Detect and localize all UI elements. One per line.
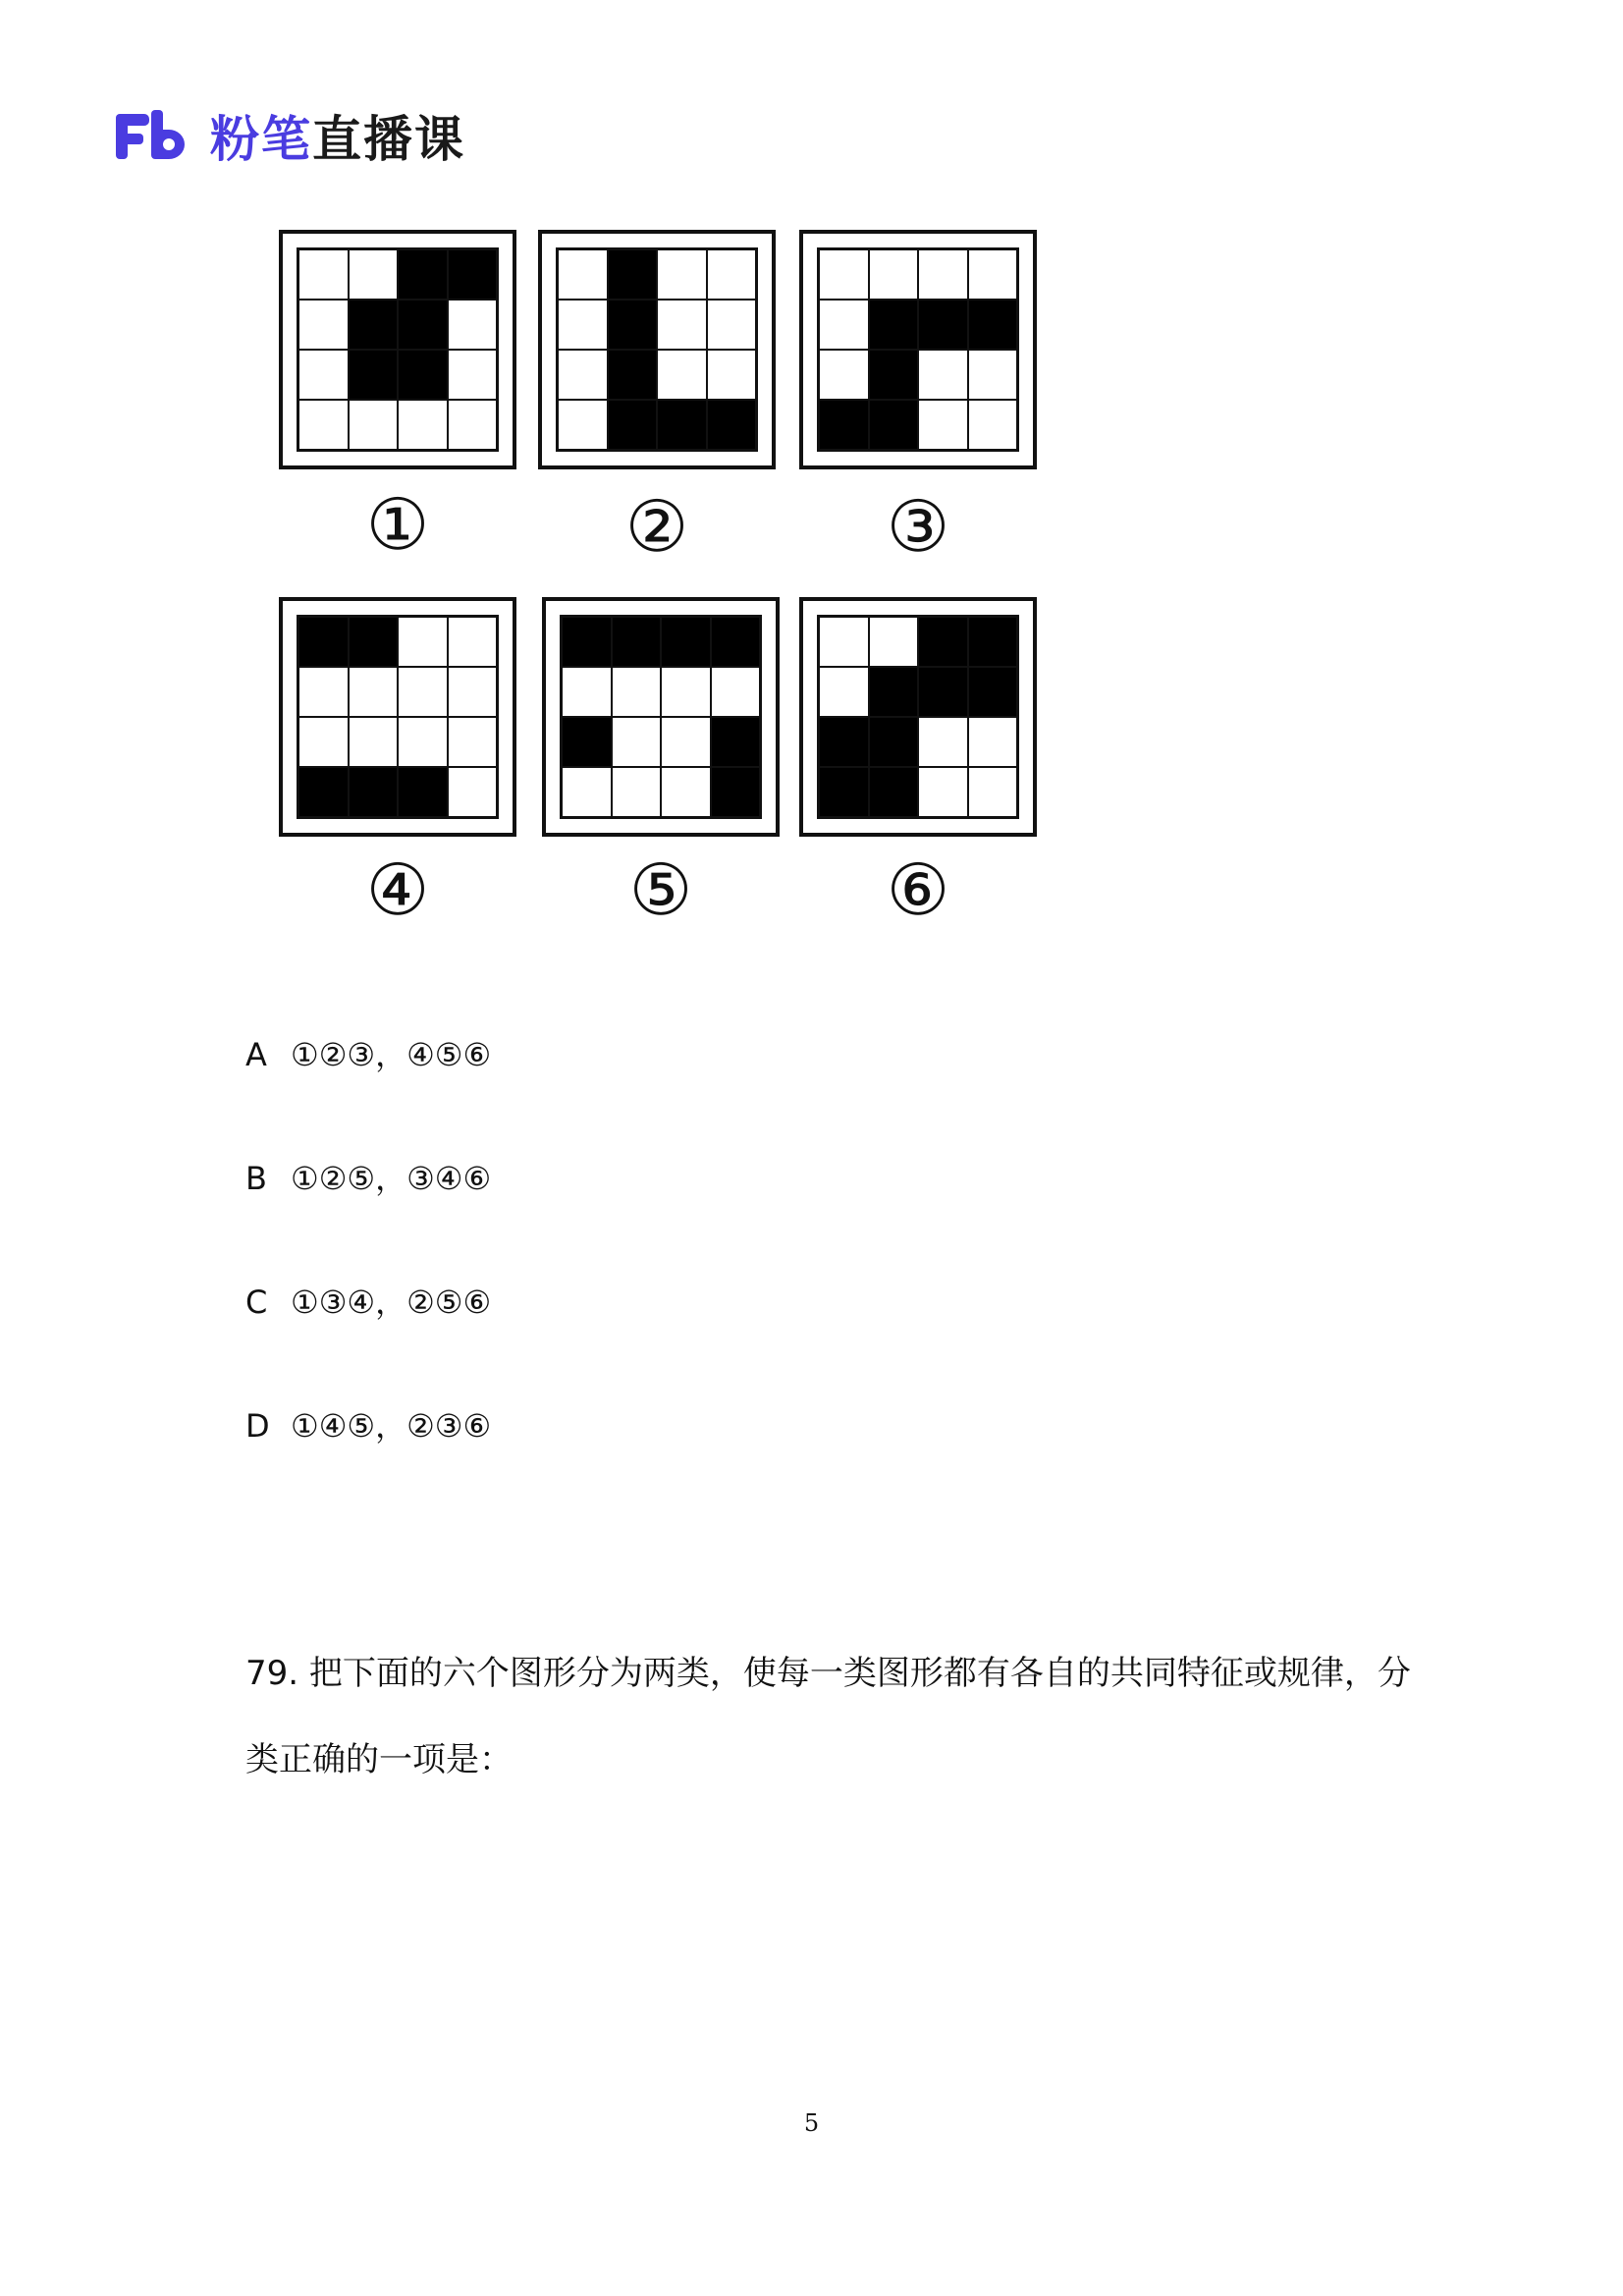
option-d[interactable]	[245, 1406, 491, 1446]
filled-cell	[298, 767, 349, 817]
empty-cell	[398, 617, 448, 667]
filled-cell	[968, 617, 1018, 667]
empty-cell	[562, 667, 612, 717]
figure-panel-2	[538, 230, 776, 469]
empty-cell	[661, 767, 711, 817]
empty-cell	[349, 400, 399, 450]
empty-cell	[612, 667, 662, 717]
empty-cell	[707, 300, 757, 350]
empty-cell	[819, 300, 869, 350]
empty-cell	[398, 400, 448, 450]
filled-cell	[657, 400, 707, 450]
filled-cell	[819, 400, 869, 450]
filled-cell	[869, 300, 919, 350]
option-b[interactable]	[245, 1159, 491, 1198]
figure-panel-5	[542, 597, 780, 837]
empty-cell	[661, 717, 711, 767]
empty-cell	[918, 400, 968, 450]
filled-cell	[298, 617, 349, 667]
figure-label-2: ②	[624, 485, 689, 568]
filled-cell	[349, 767, 399, 817]
empty-cell	[398, 717, 448, 767]
empty-cell	[711, 667, 761, 717]
filled-cell	[918, 617, 968, 667]
empty-cell	[349, 667, 399, 717]
figure-grid	[556, 247, 758, 452]
filled-cell	[711, 767, 761, 817]
empty-cell	[298, 350, 349, 400]
empty-cell	[657, 249, 707, 300]
empty-cell	[657, 350, 707, 400]
filled-cell	[711, 717, 761, 767]
filled-cell	[869, 667, 919, 717]
empty-cell	[968, 400, 1018, 450]
empty-cell	[448, 617, 498, 667]
empty-cell	[558, 400, 608, 450]
filled-cell	[349, 617, 399, 667]
filled-cell	[869, 717, 919, 767]
empty-cell	[558, 350, 608, 400]
figure-label-1: ①	[365, 483, 430, 566]
question-79-line-2: 类正确的一项是：	[245, 1740, 513, 1779]
empty-cell	[968, 249, 1018, 300]
empty-cell	[558, 300, 608, 350]
page-number: 5	[803, 2109, 820, 2137]
empty-cell	[448, 767, 498, 817]
empty-cell	[869, 249, 919, 300]
empty-cell	[448, 300, 498, 350]
option-text: ①②③，④⑤⑥	[291, 1036, 492, 1073]
filled-cell	[869, 767, 919, 817]
option-text: ①②⑤，③④⑥	[291, 1160, 492, 1197]
filled-cell	[608, 350, 658, 400]
filled-cell	[661, 617, 711, 667]
option-c[interactable]	[245, 1283, 491, 1322]
option-text: ①④⑤，②③⑥	[291, 1407, 492, 1445]
empty-cell	[968, 717, 1018, 767]
empty-cell	[819, 350, 869, 400]
figure-grid	[560, 615, 762, 819]
filled-cell	[918, 667, 968, 717]
empty-cell	[562, 767, 612, 817]
empty-cell	[968, 350, 1018, 400]
empty-cell	[298, 400, 349, 450]
figure-label-4: ④	[365, 848, 430, 931]
figure-grid	[817, 247, 1019, 452]
empty-cell	[349, 249, 399, 300]
figure-grid	[817, 615, 1019, 819]
filled-cell	[612, 617, 662, 667]
filled-cell	[608, 249, 658, 300]
brand-name: 粉笔	[210, 111, 312, 168]
empty-cell	[612, 767, 662, 817]
empty-cell	[298, 717, 349, 767]
figure-panel-1	[279, 230, 516, 469]
option-letter: C	[245, 1284, 268, 1321]
empty-cell	[298, 667, 349, 717]
empty-cell	[448, 350, 498, 400]
filled-cell	[819, 717, 869, 767]
empty-cell	[968, 767, 1018, 817]
empty-cell	[707, 249, 757, 300]
filled-cell	[448, 249, 498, 300]
filled-cell	[349, 300, 399, 350]
empty-cell	[298, 249, 349, 300]
filled-cell	[349, 350, 399, 400]
option-letter: A	[245, 1036, 267, 1073]
figure-label-6: ⑥	[886, 848, 950, 931]
filled-cell	[711, 617, 761, 667]
empty-cell	[657, 300, 707, 350]
empty-cell	[448, 667, 498, 717]
empty-cell	[398, 667, 448, 717]
puzzle-figure	[279, 230, 1056, 929]
figure-panel-4	[279, 597, 516, 837]
filled-cell	[562, 617, 612, 667]
figure-panel-6	[799, 597, 1037, 837]
brand-suffix: 直播课	[312, 111, 465, 168]
empty-cell	[707, 350, 757, 400]
figure-label-5: ⑤	[628, 848, 693, 931]
filled-cell	[869, 350, 919, 400]
empty-cell	[918, 767, 968, 817]
figure-panel-3	[799, 230, 1037, 469]
empty-cell	[298, 300, 349, 350]
empty-cell	[819, 667, 869, 717]
filled-cell	[608, 400, 658, 450]
empty-cell	[869, 617, 919, 667]
brand-logo	[114, 106, 465, 168]
filled-cell	[819, 767, 869, 817]
empty-cell	[349, 717, 399, 767]
fenbi-logo-icon	[114, 108, 187, 163]
option-text: ①③④，②⑤⑥	[291, 1284, 492, 1321]
filled-cell	[707, 400, 757, 450]
filled-cell	[398, 300, 448, 350]
filled-cell	[918, 300, 968, 350]
empty-cell	[918, 717, 968, 767]
question-79-line-1: 79. 把下面的六个图形分为两类，使每一类图形都有各自的共同特征或规律，分	[245, 1654, 1411, 1693]
empty-cell	[558, 249, 608, 300]
option-letter: B	[245, 1160, 267, 1197]
filled-cell	[562, 717, 612, 767]
empty-cell	[918, 249, 968, 300]
figure-grid	[297, 615, 499, 819]
empty-cell	[918, 350, 968, 400]
filled-cell	[968, 300, 1018, 350]
empty-cell	[448, 400, 498, 450]
option-letter: D	[245, 1407, 270, 1445]
empty-cell	[819, 617, 869, 667]
option-a[interactable]	[245, 1035, 491, 1074]
filled-cell	[398, 249, 448, 300]
filled-cell	[869, 400, 919, 450]
empty-cell	[819, 249, 869, 300]
empty-cell	[448, 717, 498, 767]
figure-label-3: ③	[886, 485, 950, 568]
filled-cell	[398, 767, 448, 817]
figure-grid	[297, 247, 499, 452]
filled-cell	[608, 300, 658, 350]
empty-cell	[612, 717, 662, 767]
filled-cell	[968, 667, 1018, 717]
empty-cell	[661, 667, 711, 717]
filled-cell	[398, 350, 448, 400]
